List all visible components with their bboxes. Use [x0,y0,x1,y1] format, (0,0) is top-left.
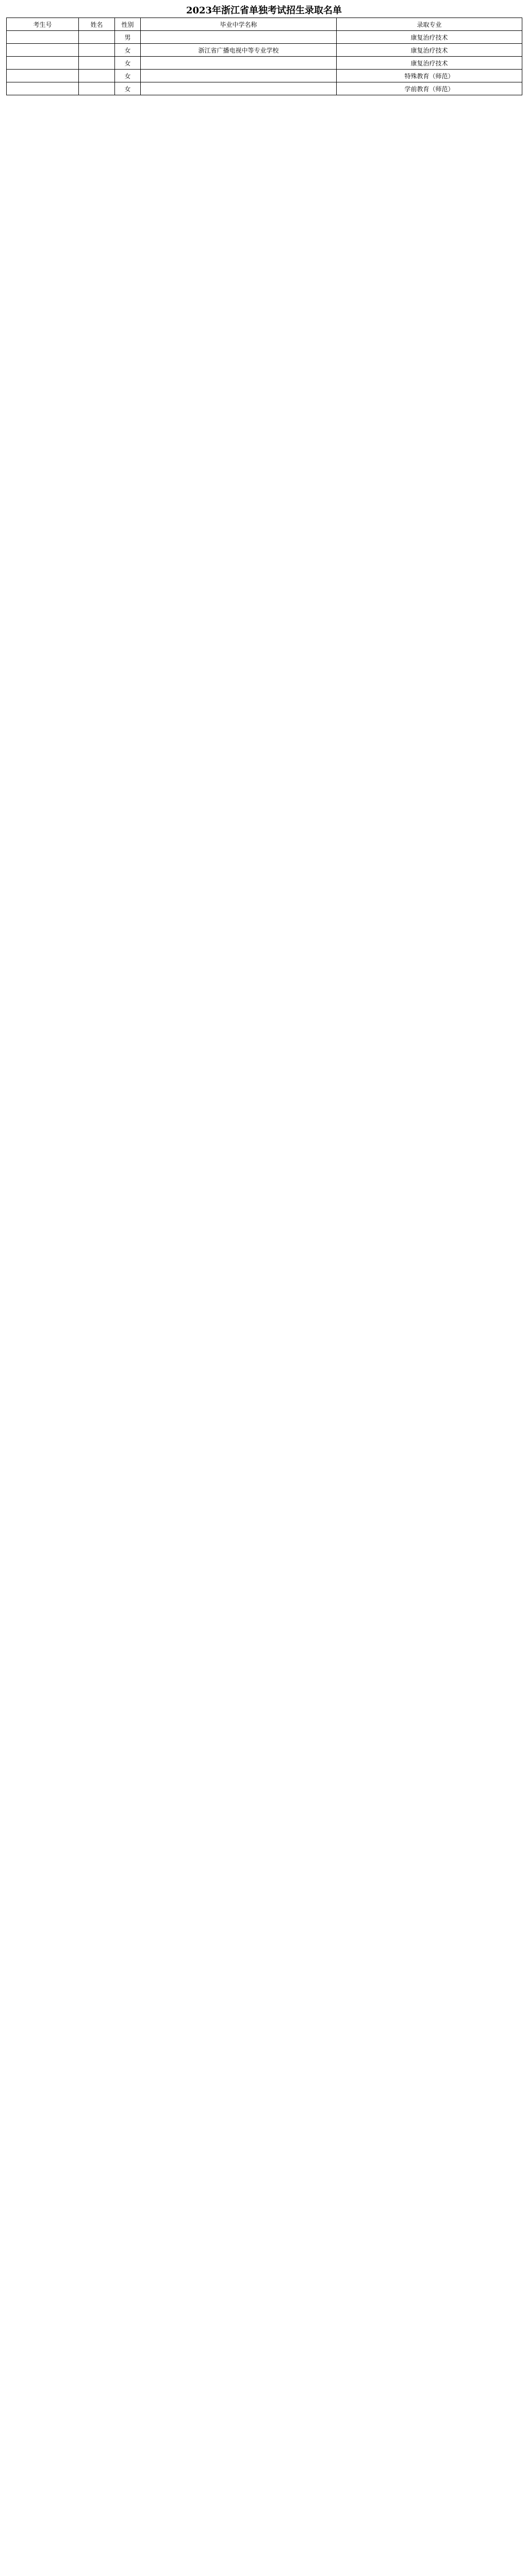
cell-major: 康复治疗技术 [337,44,522,57]
cell-school: 浙江省广播电视中等专业学校 [141,44,337,57]
header-student-id: 考生号 [7,18,79,31]
cell-sex: 女 [115,70,141,82]
cell-name [79,57,115,70]
cell-student-id [7,82,79,95]
cell-student-id [7,44,79,57]
admission-table [6,18,522,95]
cell-major: 特殊教育（师范） [337,70,522,82]
cell-name [79,44,115,57]
header-school: 毕业中学名称 [141,18,337,31]
header-name: 姓名 [79,18,115,31]
roster-page [6,0,522,95]
table-row [7,70,522,82]
cell-sex: 女 [115,44,141,57]
cell-name [79,31,115,44]
cell-sex: 男 [115,31,141,44]
cell-name [79,70,115,82]
cell-student-id [7,70,79,82]
table-row [7,57,522,70]
header-major: 录取专业 [337,18,522,31]
table-body [7,31,522,95]
header-sex: 性别 [115,18,141,31]
cell-major: 康复治疗技术 [337,31,522,44]
cell-sex: 女 [115,57,141,70]
document-title: 2023年浙江省单独考试招生录取名单 [186,5,342,16]
cell-school [141,82,337,95]
table-header-row [7,18,522,31]
cell-school [141,70,337,82]
table-row [7,31,522,44]
cell-name [79,82,115,95]
table-row [7,44,522,57]
cell-student-id [7,31,79,44]
cell-student-id [7,57,79,70]
cell-school [141,31,337,44]
cell-sex: 女 [115,82,141,95]
cell-major: 学前教育（师范） [337,82,522,95]
cell-school [141,57,337,70]
table-row [7,82,522,95]
cell-major: 康复治疗技术 [337,57,522,70]
